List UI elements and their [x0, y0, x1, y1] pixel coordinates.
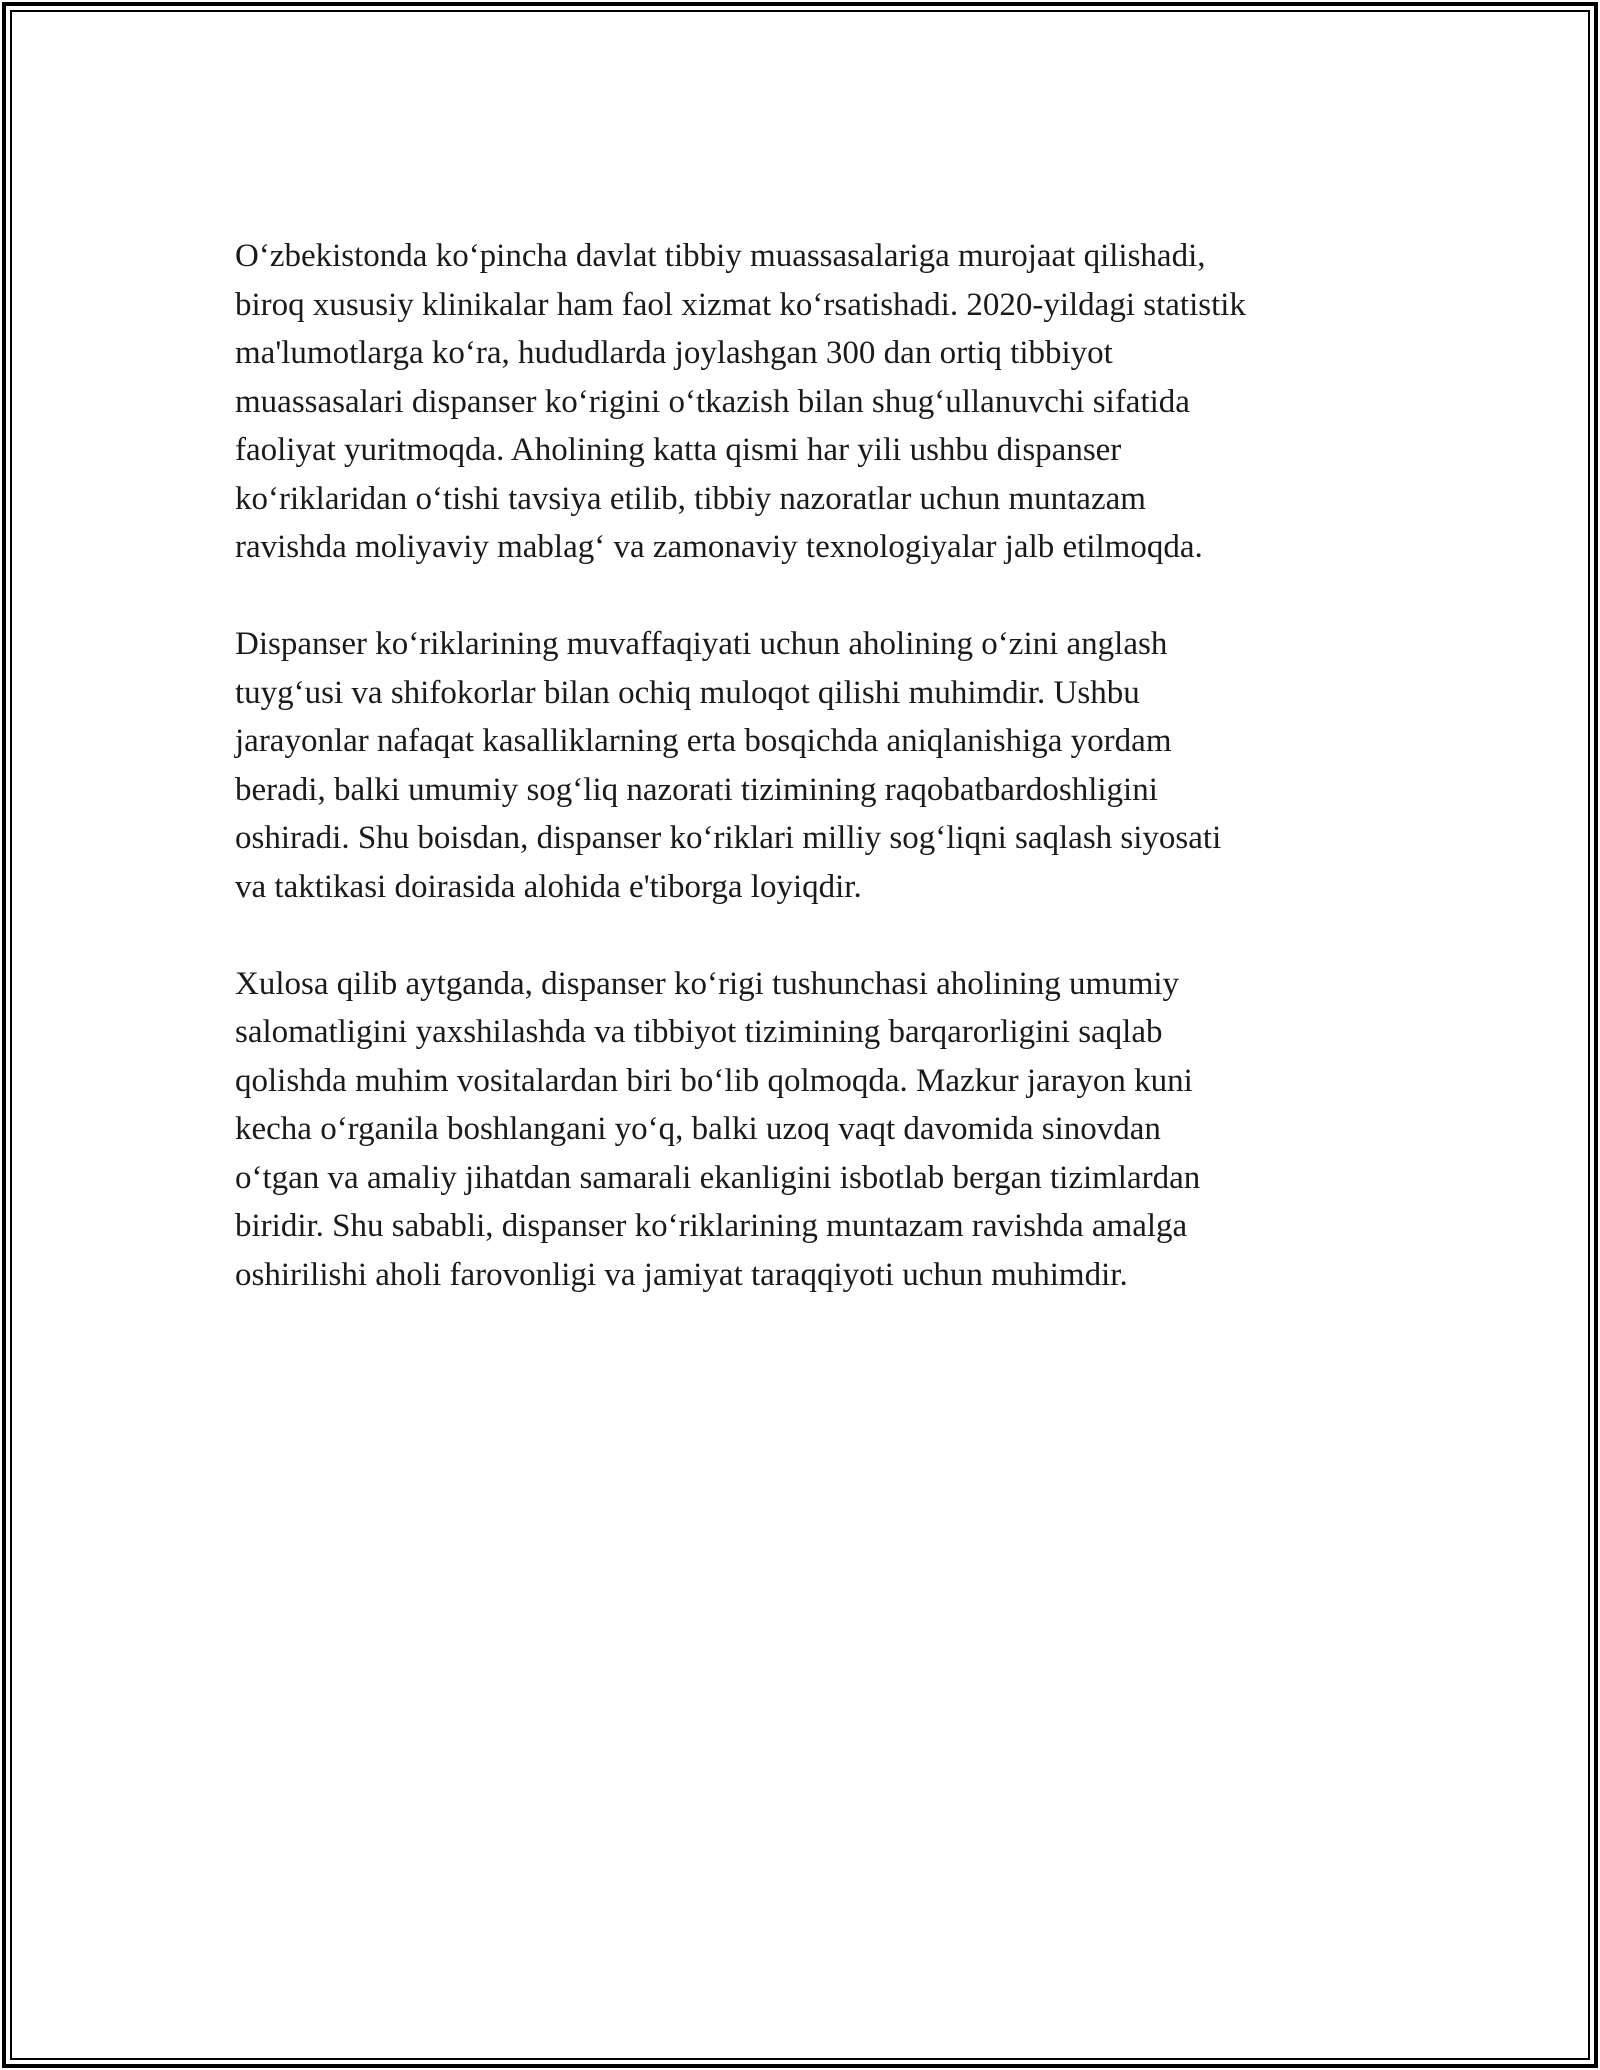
- text-line: muassasalari dispanser ko‘rigini o‘tkazish bilan shug‘ullanuvchi sifatida: [235, 383, 1190, 420]
- text-line: jarayonlar nafaqat kasalliklarning erta bosqichda aniqlanishiga yordam: [235, 723, 1172, 759]
- text-line: kecha o‘rganila boshlangani yo‘q, balki uzoq vaqt davomida sinovdan: [235, 1111, 1161, 1147]
- text-line: biroq xususiy klinikalar ham faol xizmat ko‘rsatishadi. 2020-yildagi statistik: [235, 286, 1246, 323]
- text-line: ravishda moliyaviy mablag‘ va zamonaviy texnologiyalar jalb etilmoqda.: [235, 529, 1203, 565]
- text-line: salomatligini yaxshilashda va tibbiyot tizimining barqarorligini saqlab: [235, 1014, 1163, 1050]
- paragraph-1: [235, 232, 1365, 572]
- text-line: Xulosa qilib aytganda, dispanser ko‘rigi tushunchasi aholining umumiy: [235, 965, 1180, 1002]
- text-line: oshiradi. Shu boisdan, dispanser ko‘riklari milliy sog‘liqni saqlash siyosati: [235, 820, 1222, 856]
- text-line: va taktikasi doirasida alohida e'tiborga loyiqdir.: [235, 868, 862, 905]
- text-line: tuyg‘usi va shifokorlar bilan ochiq muloqot qilishi muhimdir. Ushbu: [235, 674, 1140, 711]
- paragraph-2: [235, 620, 1365, 911]
- text-line: biridir. Shu sababli, dispanser ko‘riklarining muntazam ravishda amalga: [235, 1208, 1188, 1244]
- text-line: oshirilishi aholi farovonligi va jamiyat taraqqiyoti uchun muhimdir.: [235, 1256, 1128, 1293]
- text-line: Dispanser ko‘riklarining muvaffaqiyati uchun aholining o‘zini anglash: [235, 626, 1168, 662]
- text-line: ma'lumotlarga ko‘ra, hududlarda joylashgan 300 dan ortiq tibbiyot: [235, 335, 1113, 371]
- text-line: qolishda muhim vositalardan biri bo‘lib qolmoqda. Mazkur jarayon kuni: [235, 1062, 1193, 1099]
- text-line: faoliyat yuritmoqda. Aholining katta qismi har yili ushbu dispanser: [235, 432, 1122, 468]
- document-body: [235, 232, 1365, 1348]
- text-line: o‘tgan va amaliy jihatdan samarali ekanligini isbotlab bergan tizimlardan: [235, 1159, 1201, 1196]
- paragraph-3: [235, 960, 1365, 1300]
- text-line: ko‘riklaridan o‘tishi tavsiya etilib, tibbiy nazoratlar uchun muntazam: [235, 480, 1146, 517]
- text-line: O‘zbekistonda ko‘pincha davlat tibbiy muassasalariga murojaat qilishadi,: [235, 238, 1206, 274]
- text-line: beradi, balki umumiy sog‘liq nazorati tizimining raqobatbardoshligini: [235, 771, 1158, 808]
